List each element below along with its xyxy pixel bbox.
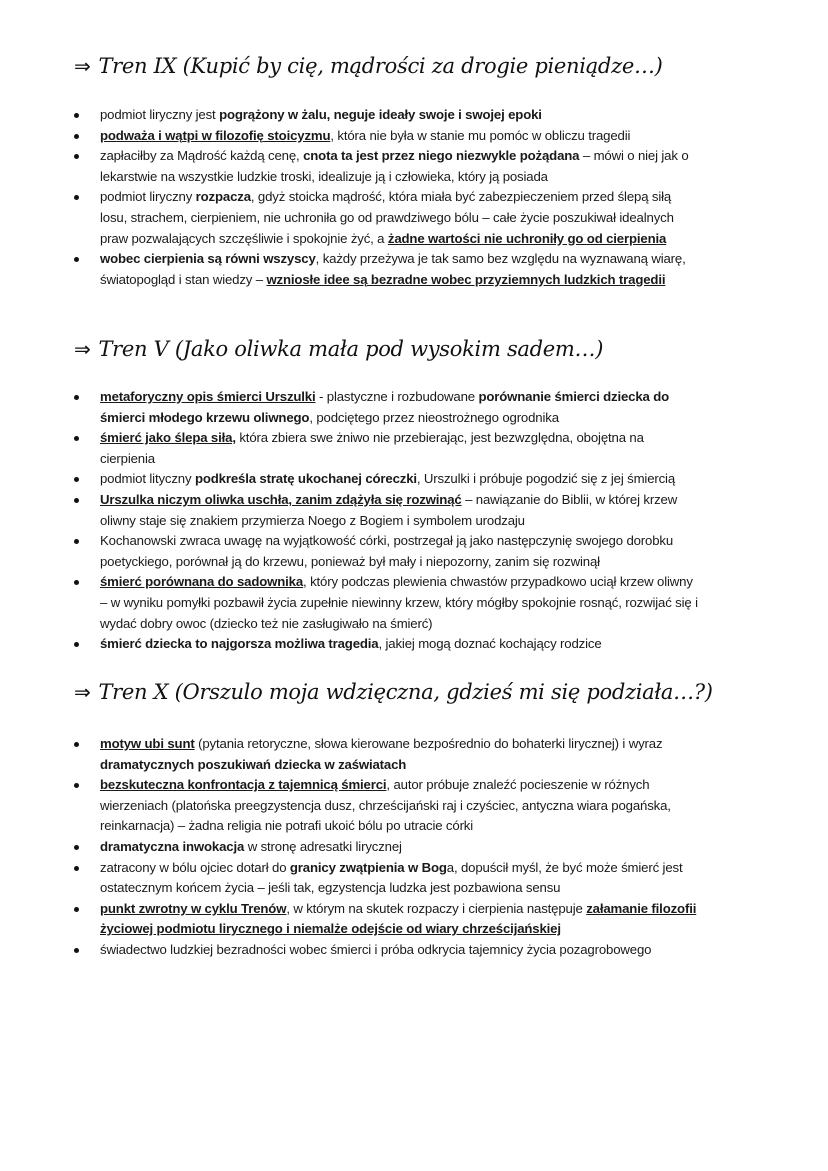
bullet-list: [0, 387, 700, 655]
bold-underlined-text: metaforyczny opis śmierci Urszulki: [100, 389, 316, 404]
text-segment: , Urszulki i próbuje pogodzić się z jej śmiercią: [416, 471, 676, 487]
bold-text: rozpacza: [195, 189, 251, 205]
list-item: [0, 899, 700, 940]
text-segment: świadectwo ludzkiej bezradności wobec śmierci i próba odkrycia tajemnicy życia pozagrobowego: [100, 941, 652, 957]
section-heading: [74, 54, 663, 78]
text-segment: , każdy przeżywa je tak samo bez względu na wyznawaną wiarę, światopogląd i stan wiedzy –: [100, 251, 686, 287]
list-item: [0, 531, 700, 572]
text-segment: - plastyczne i rozbudowane: [315, 389, 479, 404]
bullet-list: [0, 734, 700, 961]
text-segment: , jakiej mogą doznać kochający rodzice: [378, 636, 602, 652]
bold-underlined-text: podważa i wątpi w filozofię stoicyzmu: [100, 127, 331, 143]
bold-text: wobec cierpienia są równi wszyscy: [100, 251, 316, 267]
text-segment: (pytania retoryczne, słowa kierowane bezpośrednio do bohaterki lirycznej) i wyraz: [194, 736, 663, 751]
bold-underlined-text: motyw ubi sunt: [100, 736, 195, 751]
list-item: [0, 146, 700, 187]
bold-text: dramatyczna inwokacja: [100, 838, 245, 854]
list-item: [0, 105, 700, 126]
text-segment: a, dopuścił myśl, że być może śmierć jest ostatecznym końcem życia – jeśli tak, egzystencja ludzka jest pozbawiona sensu: [100, 859, 683, 896]
list-item: [0, 187, 700, 249]
text-segment: – mówi o niej jak o lekarstwie na wszystkie ludzkie troski, idealizuje ją i człowieka, który ją posiada: [100, 148, 689, 184]
text-segment: , podciętego przez nieostrożnego ogrodnika: [309, 409, 559, 425]
text-segment: zapłaciłby za Mądrość każdą cenę,: [100, 148, 304, 164]
bold-text: granicy zwątpienia w Bog: [289, 859, 447, 875]
bold-text: pogrążony w żalu, neguje ideały swoje i swojej epoki: [219, 107, 542, 122]
text-segment: podmiot liryczny: [100, 189, 196, 205]
list-item: [0, 858, 700, 899]
text-segment: podmiot liryczny jest: [100, 107, 220, 122]
bold-text: podkreśla stratę ukochanej córeczki: [194, 471, 417, 487]
heading-text: Tren V (Jako oliwka mała pod wysokim sadem…): [98, 337, 604, 361]
bold-text: dramatycznych poszukiwań dziecka w zaświatach: [100, 756, 407, 772]
text-segment: w stronę adresatki lirycznej: [244, 838, 402, 854]
bold-underlined-text: żadne wartości nie uchroniły go od cierpienia: [387, 230, 667, 246]
text-segment: , w którym na skutek rozpaczy i cierpienia następuje: [286, 900, 587, 916]
bold-underlined-text: śmierć jako ślepa siła,: [100, 430, 236, 446]
bold-underlined-text: Urszulka niczym oliwka uschła, zanim zdążyła się rozwinąć: [100, 491, 462, 507]
bold-underlined-text: śmierć porównana do sadownika: [100, 574, 304, 590]
bold-text: śmierć dziecka to najgorsza możliwa tragedia: [100, 636, 379, 652]
arrow-right-icon: ⇒: [74, 54, 91, 78]
bold-underlined-text: wzniosłe idee są bezradne wobec przyziemnych ludzkich tragedii: [266, 271, 666, 287]
bold-underlined-text: bezskuteczna konfrontacja z tajemnicą śmierci: [100, 777, 387, 793]
list-item: [0, 940, 700, 961]
list-item: [0, 775, 700, 837]
text-segment: Kochanowski zwraca uwagę na wyjątkowość córki, postrzegał ją jako następczynię swojego dorobku poetyckiego, porównał ją do krzewu, ponieważ był mały i niepozorny, zanim się rozwinął: [100, 533, 674, 569]
text-segment: – nawiązanie do Biblii, w której krzew oliwny staje się znakiem przymierza Noego z Bogiem i symbolem urodzaju: [100, 491, 678, 528]
list-item: [0, 490, 700, 531]
heading-text: Tren X (Orszulo moja wdzięczna, gdzieś mi się podziała…?): [98, 680, 713, 704]
text-segment: , gdyż stoicka mądrość, która miała być zabezpieczeniem przed ślepą siłą losu, strachem, cierpieniem, nie uchroniła go od prawdziwego bólu – całe życie poszukiwał idealnych praw pozwalających szczęśliwie i spokojnie żyć, a: [100, 189, 674, 246]
arrow-right-icon: ⇒: [74, 337, 91, 361]
list-item: [0, 428, 700, 469]
list-item: [0, 249, 700, 290]
list-item: [0, 126, 700, 147]
list-item: [0, 572, 700, 634]
text-segment: , który podczas plewienia chwastów przypadkowo uciął krzew oliwny – w wyniku pomyłki pozbawił życia zupełnie niewinny krzew, który mógłby spokojnie rosnąć, rozwijać się i wydać dobry owoc (dziecko też nie zasługiwało na śmierć): [100, 574, 698, 631]
arrow-right-icon: ⇒: [74, 680, 91, 704]
section-heading: [74, 337, 603, 361]
list-item: [0, 734, 700, 775]
text-segment: , autor próbuje znaleźć pocieszenie w różnych wierzeniach (platońska preegzystencja dusz, chrześcijański raj i czyściec, antyczna wiara pogańska, reinkarnacja) – żadna religia nie potrafi ukoić bólu po utracie córki: [100, 777, 671, 834]
list-item: [0, 469, 700, 490]
bold-underlined-text: punkt zwrotny w cyklu Trenów: [100, 900, 287, 916]
heading-text: Tren IX (Kupić by cię, mądrości za drogie pieniądze…): [98, 54, 663, 78]
text-segment: podmiot lityczny: [100, 471, 195, 487]
text-segment: zatracony w bólu ojciec dotarł do: [100, 859, 290, 875]
bold-underlined-text: załamanie filozofii życiowej podmiotu lirycznego i niemalże odejście od wiary chrześcijańskiej: [100, 900, 697, 937]
list-item: [0, 837, 700, 858]
bullet-list: [0, 105, 700, 290]
section-heading: [74, 680, 713, 704]
bold-text: porównanie śmierci dziecka do śmierci młodego krzewu oliwnego: [100, 389, 670, 425]
bold-text: cnota ta jest przez niego niezwykle pożądana: [303, 148, 580, 164]
text-segment: która zbiera swe żniwo nie przebierając, jest bezwzględna, obojętna na cierpienia: [100, 430, 644, 466]
list-item: [0, 634, 700, 655]
list-item: [0, 387, 700, 428]
text-segment: , która nie była w stanie mu pomóc w obliczu tragedii: [330, 127, 631, 143]
